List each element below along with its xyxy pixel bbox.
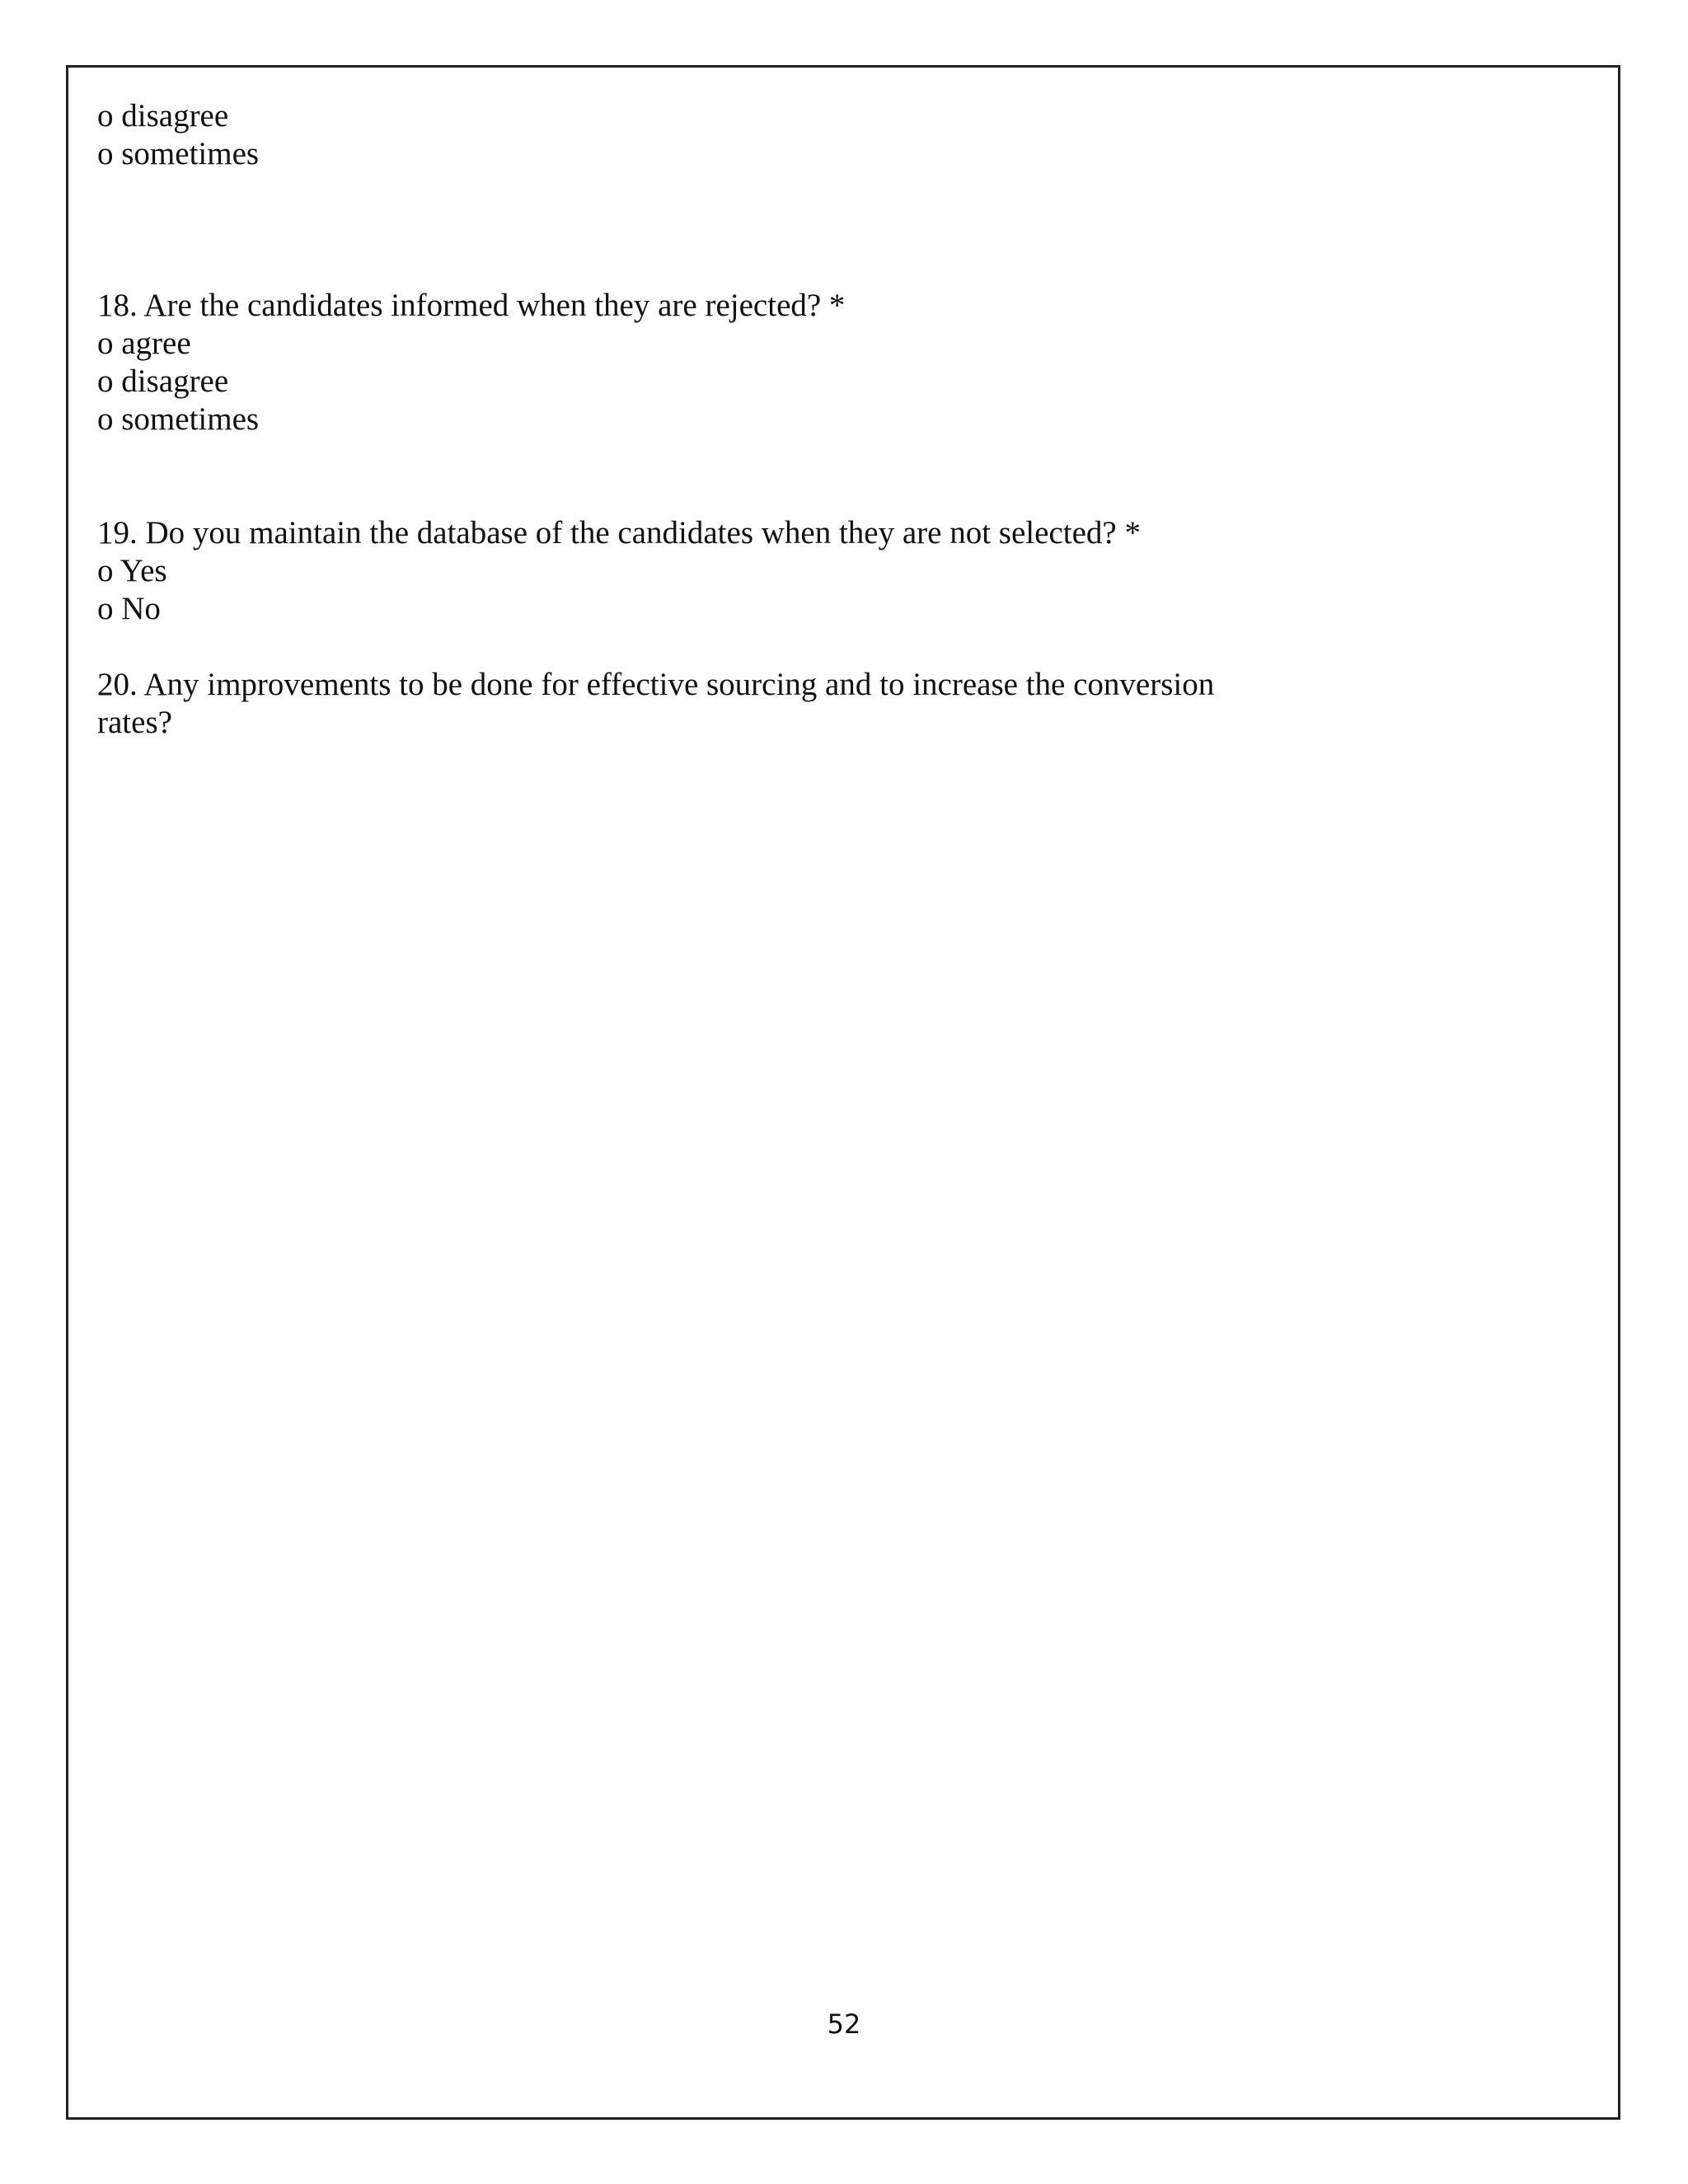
spacer xyxy=(97,438,1564,514)
q19-option-yes: o Yes xyxy=(97,553,167,588)
question-18: 18. Are the candidates informed when they are rejected? * xyxy=(97,288,846,323)
spacer xyxy=(97,628,1564,666)
spacer xyxy=(97,173,1564,287)
option-disagree: o disagree xyxy=(97,98,229,134)
q18-option-disagree: o disagree xyxy=(97,363,229,399)
page-number: 52 xyxy=(827,2008,861,2040)
question-20: 20. Any improvements to be done for effective sourcing and to increase the conversion rates? xyxy=(97,667,1215,740)
q19-option-no: o No xyxy=(97,591,161,626)
questionnaire-content xyxy=(97,97,1564,742)
question-19: 19. Do you maintain the database of the candidates when they are not selected? * xyxy=(97,515,1141,551)
q18-option-sometimes: o sometimes xyxy=(97,401,260,437)
q18-option-agree: o agree xyxy=(97,326,191,361)
option-sometimes: o sometimes xyxy=(97,136,260,171)
